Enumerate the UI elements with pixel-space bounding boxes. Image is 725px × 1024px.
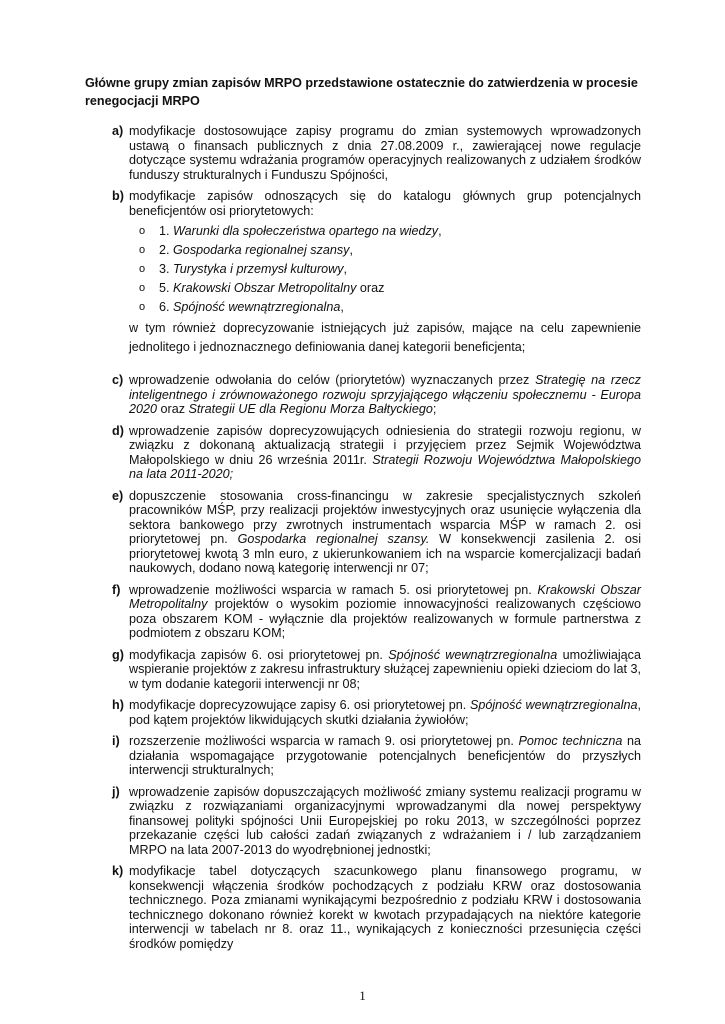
document-title: Główne grupy zmian zapisów MRPO przedstawione ostatecznie do zatwierdzenia w procesie renegocjacji MRPO: [85, 76, 638, 108]
item-letter: c): [112, 373, 124, 387]
sub-list-item: o 3. Turystyka i przemysł kulturowy,: [129, 260, 641, 279]
bullet-icon: o: [139, 244, 146, 256]
list-item-e: e) dopuszczenie stosowania cross-financingu w zakresie specjalistycznych szkoleń pracowników MŚP, przy realizacji projektów inwestycyjnych oraz usunięcie wyłączenia dla sektora bankowego przy zwrotnych instrumentach wsparcia MŚP w ramach 2. osi priorytetowej pn. Gospodarka regionalnej szansy. W konsekwencji zasilenia 2. osi priorytetowej kwotą 3 mln euro, z ukierunkowaniem ich na wsparcie komercjalizacji badań naukowych, dodano nową kategorię interwencji nr 07;: [112, 488, 642, 575]
item-text: modyfikacje dostosowujące zapisy programu do zmian systemowych wprowadzonych ustawą o finansach publicznych z dnia 27.08.2009 r., zawierającej nowe regulacje dotyczące systemu wdrażania programów operacyjnych realizowanych z udziałem środków funduszy strukturalnych i Funduszu Spójności,: [129, 124, 641, 182]
page-number: 1: [359, 988, 366, 1003]
item-text: wprowadzenie zapisów dopuszczających możliwość zmiany systemu realizacji programu w związku z rozwiązaniami organizacyjnymi wprowadzanymi dla nowej perspektywy finansowej polityki spójności Unii Europejskiej po roku 2013, w szczególności poprzez przekazanie części lub całości zadań związanych z wdrażaniem i / lub zarządzaniem MRPO na lata 2007-2013 do wyodrębnionej jednostki;: [129, 784, 641, 857]
sub-list-item: o 5. Krakowski Obszar Metropolitalny oraz: [129, 279, 641, 298]
list-item-g: g) modyfikacja zapisów 6. osi priorytetowej pn. Spójność wewnątrzregionalna umożliwiająca wspieranie projektów z zakresu infrastruktury służącej zapewnieniu opieki dzieciom do lat 3, w tym dodanie kategorii interwencji nr 08;: [112, 647, 641, 691]
item-text: modyfikacje tabel dotyczących szacunkowego planu finansowego programu, w konsekwencji włączenia środków pochodzących z podziału KRW oraz dostosowania technicznego. Poza zmianami wynikającymi bezpośrednio z podziału KRW i dostosowania technicznego dokonano również korekt w kwotach przypadających na niektóre kategorie interwencji w tabelach nr 8. oraz 11., wynikających z konieczności przesunięcia części środków pomiędzy: [129, 864, 641, 951]
sub-list-item: o 1. Warunki dla społeczeństwa opartego na wiedzy,: [129, 222, 641, 241]
list-item-k: [85, 864, 641, 951]
bullet-icon: o: [139, 225, 146, 237]
item-letter: j): [112, 784, 120, 799]
item-letter: h): [112, 698, 124, 712]
list-item-h: h) modyfikacje doprecyzowujące zapisy 6. osi priorytetowej pn. Spójność wewnątrzregionalna, pod kątem projektów likwidujących skutki działania żywiołów;: [112, 698, 641, 727]
list-item-b: [85, 189, 641, 357]
list-item-a: [85, 124, 641, 182]
list-item-d: d) wprowadzenie zapisów doprecyzowujących odniesienia do strategii rozwoju regionu, w związku z dokonaną aktualizacją strategii i przyjęciem przez Sejmik Województwa Małopolskiego w dniu 26 września 2011r. Strategii Rozwoju Województwa Małopolskiego na lata 2011-2020;: [112, 423, 641, 481]
sub-list-item: o 2. Gospodarka regionalnej szansy,: [129, 241, 641, 260]
list-item-j: [85, 785, 641, 858]
item-letter: f): [112, 582, 121, 597]
bullet-icon: o: [139, 282, 146, 294]
change-list: [85, 124, 641, 958]
item-letter: d): [112, 423, 124, 438]
bullet-icon: o: [139, 263, 146, 275]
item-letter: a): [112, 124, 124, 138]
sub-list-item: o 6. Spójność wewnątrzregionalna,: [129, 298, 641, 317]
item-letter: e): [112, 488, 124, 503]
list-item-i: i) rozszerzenie możliwości wsparcia w ramach 9. osi priorytetowej pn. Pomoc techniczna na działania wspomagające przygotowanie potencjalnych beneficjentów do przyszłych interwencji strukturalnych;: [112, 734, 641, 777]
item-letter: k): [112, 864, 124, 878]
item-text: modyfikacje zapisów odnoszących się do katalogu głównych grup potencjalnych beneficjentów osi priorytetowych:: [129, 189, 641, 218]
bullet-icon: o: [139, 301, 146, 313]
list-item-c: c) wprowadzenie odwołania do celów (priorytetów) wyznaczanych przez Strategię na rzecz inteligentnego i zrównoważonego rozwoju sprzyjającego włączeniu społecznemu - Europa 2020 oraz Strategii UE dla Regionu Morza Bałtyckiego;: [112, 373, 641, 416]
item-letter: i): [112, 734, 120, 748]
sub-list: [129, 222, 641, 317]
item-tail-text: w tym również doprecyzowanie istniejących już zapisów, mające na celu zapewnienie jednolitego i jednoznacznego definiowania danej kategorii beneficjenta;: [129, 321, 641, 354]
list-item-f: f) wprowadzenie możliwości wsparcia w ramach 5. osi priorytetowej pn. Krakowski Obszar Metropolitalny projektów o wysokim poziomie innowacyjności realizowanych częściowo poza obszarem KOM - wyłącznie dla projektów realizowanych w formule partnerstwa z podmiotem z obszaru KOM;: [112, 582, 641, 640]
item-letter: g): [112, 647, 124, 662]
item-letter: b): [112, 189, 124, 203]
